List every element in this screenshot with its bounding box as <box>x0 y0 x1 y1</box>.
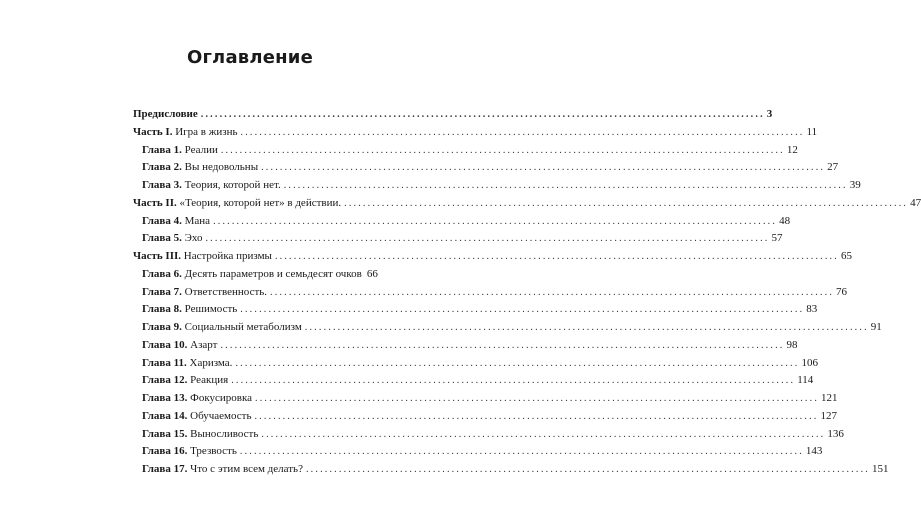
toc-entry <box>142 319 882 336</box>
toc-leader-dots: ........................................................................................................................ <box>283 180 848 191</box>
toc-entry <box>142 266 378 283</box>
toc-page-number: 151 <box>871 463 889 475</box>
toc-entry-label: Глава 14. <box>142 409 188 422</box>
toc-page-number: 143 <box>805 445 823 458</box>
toc-entry-label: Глава 17. <box>142 463 188 475</box>
toc-entry-heading <box>142 372 228 389</box>
toc-entry <box>142 461 889 478</box>
toc-entry-title: Мана <box>184 214 211 227</box>
toc-entry <box>133 195 921 212</box>
toc-leader-dots: ........................................................................................................................ <box>239 446 804 458</box>
toc-leader-dots: ........................................................................................................................ <box>254 410 819 422</box>
toc-entry-label: Часть III. <box>133 250 182 262</box>
toc-entry-title: Решимость <box>184 303 238 316</box>
toc-entry-heading <box>142 461 303 478</box>
toc-entry-heading <box>142 266 362 283</box>
toc-leader-dots: ........................................................................................................................ <box>344 197 909 209</box>
toc-entry-heading <box>142 284 267 301</box>
toc-page-number: 57 <box>771 232 783 245</box>
toc-title: Оглавление <box>186 47 314 68</box>
toc-entry <box>142 426 844 443</box>
toc-entry-title: «Теория, которой нет» в действии. <box>179 196 342 209</box>
toc-entry <box>142 213 791 230</box>
toc-entry-title: Что с этим всем делать? <box>190 463 303 475</box>
toc-page-number: 121 <box>821 392 838 404</box>
toc-entry-label: Глава 9. <box>142 321 182 333</box>
toc-entry-label: Глава 7. <box>142 285 182 298</box>
toc-entry <box>142 142 798 159</box>
toc-entry-heading <box>133 106 198 123</box>
toc-entry-title: Фокусировка <box>190 392 253 404</box>
toc-entry-heading <box>142 177 281 194</box>
toc-entry <box>142 177 861 194</box>
toc-page-number: 127 <box>820 409 837 422</box>
toc-entry-heading <box>142 319 302 336</box>
toc-page-number: 83 <box>806 303 818 316</box>
toc-leader-dots: ........................................................................................................................ <box>305 464 870 475</box>
toc-entry-heading <box>142 142 218 159</box>
toc-entry-label: Предисловие <box>133 108 198 120</box>
toc-leader-dots: ........................................................................................................................ <box>255 393 820 404</box>
toc-page-number: 27 <box>827 161 839 174</box>
toc-entry-title: Трезвость <box>190 445 237 458</box>
toc-entry-title: Обучаемость <box>190 409 252 422</box>
toc-leader-dots: ........................................................................................................................ <box>235 357 800 369</box>
toc-entry-heading <box>133 195 341 212</box>
toc-entry-heading <box>142 408 251 425</box>
toc-leader-dots: ........................................................................................................................ <box>220 339 785 351</box>
toc-page-number: 12 <box>786 143 798 156</box>
toc-entry <box>142 159 839 176</box>
toc-leader-dots: ........................................................................................................................ <box>213 215 778 227</box>
toc-entry-title: Харизма. <box>189 356 233 369</box>
toc-leader-dots: ........................................................................................................................ <box>304 322 869 333</box>
toc-leader-dots: ........................................................................................................................ <box>231 375 796 387</box>
toc-entry-title: Реалии <box>184 143 218 156</box>
toc-leader-dots: ........................................................................................................................ <box>205 233 770 245</box>
toc-page-number: 65 <box>840 250 852 262</box>
toc-leader-dots: ........................................................................................................................ <box>220 144 785 156</box>
toc-page-number: 3 <box>766 108 773 120</box>
toc-entry-label: Глава 12. <box>142 374 188 387</box>
toc-entry-heading <box>142 355 232 372</box>
toc-page-number: 39 <box>849 179 861 191</box>
toc-entry-label: Глава 11. <box>142 356 187 369</box>
toc-entry-heading <box>142 230 202 247</box>
toc-entry-title: Игра в жизнь <box>175 125 238 138</box>
toc-entry-title: Настройка призмы <box>183 250 272 262</box>
toc-page-number: 91 <box>870 321 882 333</box>
toc-entry-heading <box>142 301 237 318</box>
toc-entry-heading <box>142 426 258 443</box>
toc-entry-label: Часть I. <box>133 125 173 138</box>
toc-entry-title: Азарт <box>190 338 218 351</box>
toc-page-number: 48 <box>779 214 791 227</box>
toc-entry-heading <box>142 390 252 407</box>
toc-entry <box>142 230 783 247</box>
toc-entry <box>142 301 818 318</box>
toc-leader-dots: ........................................................................................................................ <box>200 109 765 120</box>
toc-entry <box>142 443 823 460</box>
toc-leader-dots: ........................................................................................................................ <box>274 251 839 262</box>
toc-leader-dots: ........................................................................................................................ <box>261 162 826 174</box>
toc-entry-label: Глава 13. <box>142 392 188 404</box>
toc-entry-label: Глава 15. <box>142 427 188 440</box>
toc-entry-title: Эхо <box>184 232 203 245</box>
toc-entry <box>142 390 838 407</box>
toc-entry-label: Глава 2. <box>142 161 182 174</box>
toc-entry-label: Глава 3. <box>142 179 182 191</box>
toc-leader-dots: ........................................................................................................................ <box>240 126 805 138</box>
toc-entry-label: Глава 16. <box>142 445 188 458</box>
toc-entry <box>142 355 818 372</box>
toc-entry <box>142 372 814 389</box>
toc-page-number: 76 <box>836 285 848 298</box>
toc-entry-heading <box>142 213 210 230</box>
toc-page-number: 47 <box>910 196 921 209</box>
toc-page-number: 11 <box>806 125 818 138</box>
toc-entry <box>133 106 773 123</box>
toc-entry-title: Социальный метаболизм <box>184 321 302 333</box>
toc-entry-title: Выносливость <box>190 427 259 440</box>
toc-entry-title: Теория, которой нет. <box>184 179 281 191</box>
toc-leader-dots: ........................................................................................................................ <box>270 286 835 298</box>
toc-entry-title: Десять параметров и семьдесят очков <box>184 267 362 280</box>
toc-leader-dots: ........................................................................................................................ <box>261 428 826 440</box>
toc-entry-label: Глава 6. <box>142 267 182 280</box>
toc-leader-dots: ........................................................................................................................ <box>240 304 805 316</box>
toc-entry-label: Часть II. <box>133 196 177 209</box>
toc-page-number: 136 <box>827 427 844 440</box>
toc-entry-title: Реакция <box>190 374 229 387</box>
toc-entry <box>133 248 852 265</box>
toc-entry-heading <box>142 443 237 460</box>
toc-entry-heading <box>142 337 217 354</box>
toc-page-number: 114 <box>797 374 814 387</box>
toc-entry-heading <box>142 159 258 176</box>
toc-entry-heading <box>133 124 238 141</box>
toc-entry-label: Глава 4. <box>142 214 182 227</box>
toc-entry-label: Глава 8. <box>142 303 182 316</box>
toc-entry <box>142 408 837 425</box>
toc-entry-title: Ответственность. <box>184 285 268 298</box>
toc-entry-label: Глава 1. <box>142 143 182 156</box>
toc-page-number: 106 <box>801 356 818 369</box>
toc-page-number: 98 <box>786 338 798 351</box>
toc-page-number: 66 <box>366 267 378 280</box>
toc-entry-label: Глава 5. <box>142 232 182 245</box>
toc-entry-title: Вы недовольны <box>184 161 259 174</box>
toc-entry <box>142 337 798 354</box>
toc-entry-heading <box>133 248 272 265</box>
toc-entry-label: Глава 10. <box>142 338 188 351</box>
toc-entry <box>133 124 818 141</box>
toc-entry <box>142 284 848 301</box>
